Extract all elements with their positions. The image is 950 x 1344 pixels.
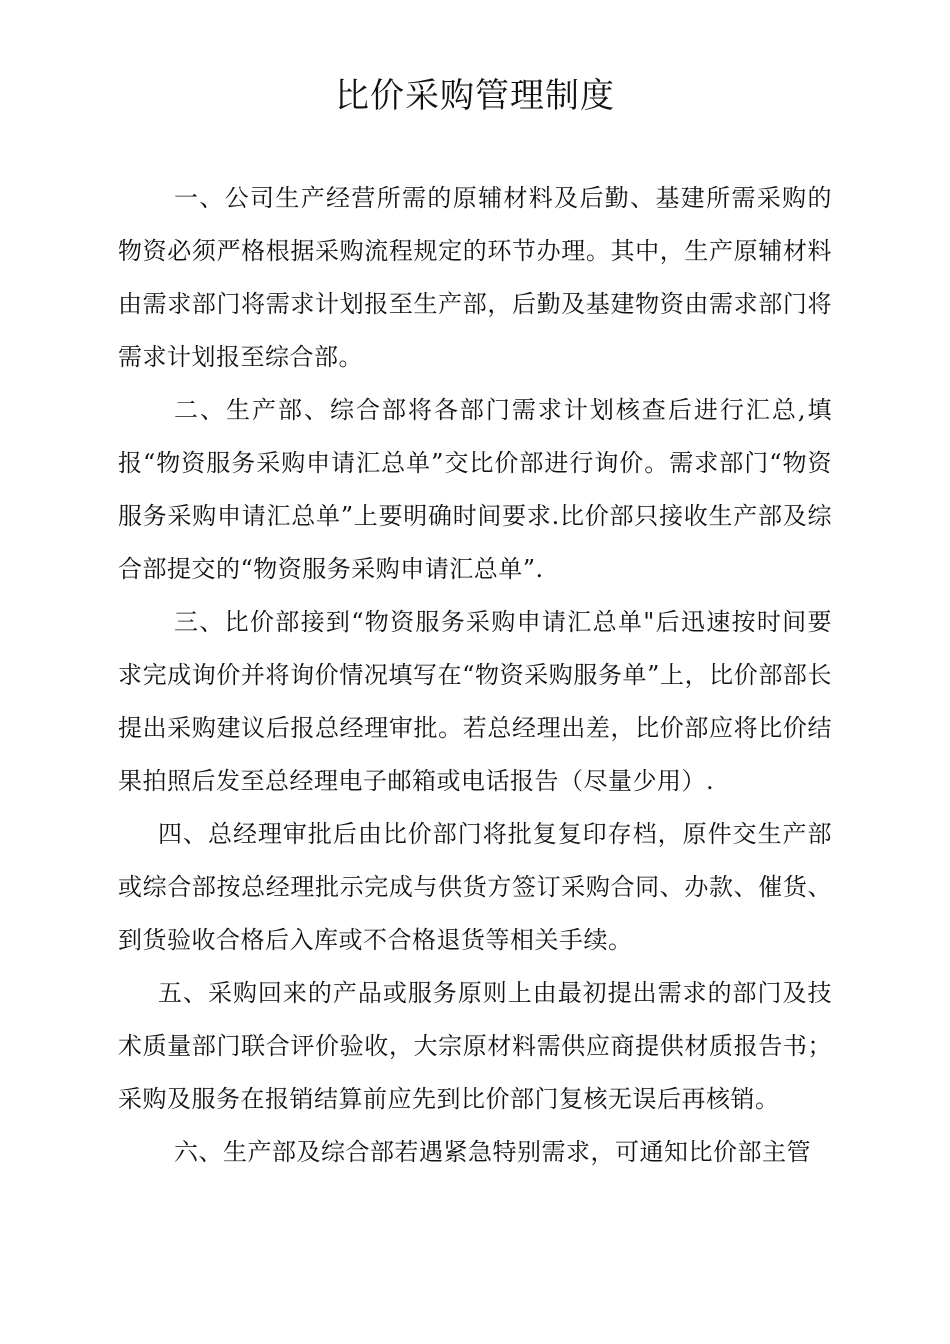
paragraph-4: 四、总经理审批后由比价部门将批复复印存档，原件交生产部或综合部按总经理批示完成与供货方签订采购合同、办款、催货、到货验收合格后入库或不合格退货等相关手续。 (118, 820, 832, 954)
paragraph-1: 一、公司生产经营所需的原辅材料及后勤、基建所需采购的物资必须严格根据采购流程规定的环节办理。其中，生产原辅材料由需求部门将需求计划报至生产部，后勤及基建物资由需求部门将需求计划报至综合部。 (118, 184, 832, 371)
paragraph-6: 六、生产部及综合部若遇紧急特别需求，可通知比价部主管 (174, 1138, 811, 1166)
paragraph-3: 三、比价部接到“物资服务采购申请汇总单"后迅速按时间要求完成询价并将询价情况填写在“物资采购服务单”上，比价部部长提出采购建议后报总经理审批。若总经理出差，比价部应将比价结果拍照后发至总经理电子邮箱或电话报告（尽量少用）. (118, 608, 832, 795)
document-title: 比价采购管理制度 (335, 76, 615, 116)
paragraph-2: 二、生产部、综合部将各部门需求计划核查后进行汇总,填报“物资服务采购申请汇总单”交比价部进行询价。需求部门“物资服务采购申请汇总单”上要明确时间要求.比价部只接收生产部及综合部提交的“物资服务采购申请汇总单”. (118, 396, 832, 583)
document-body (118, 172, 832, 1179)
paragraph-5: 五、采购回来的产品或服务原则上由最初提出需求的部门及技术质量部门联合评价验收，大宗原材料需供应商提供材质报告书；采购及服务在报销结算前应先到比价部门复核无误后再核销。 (118, 979, 832, 1113)
